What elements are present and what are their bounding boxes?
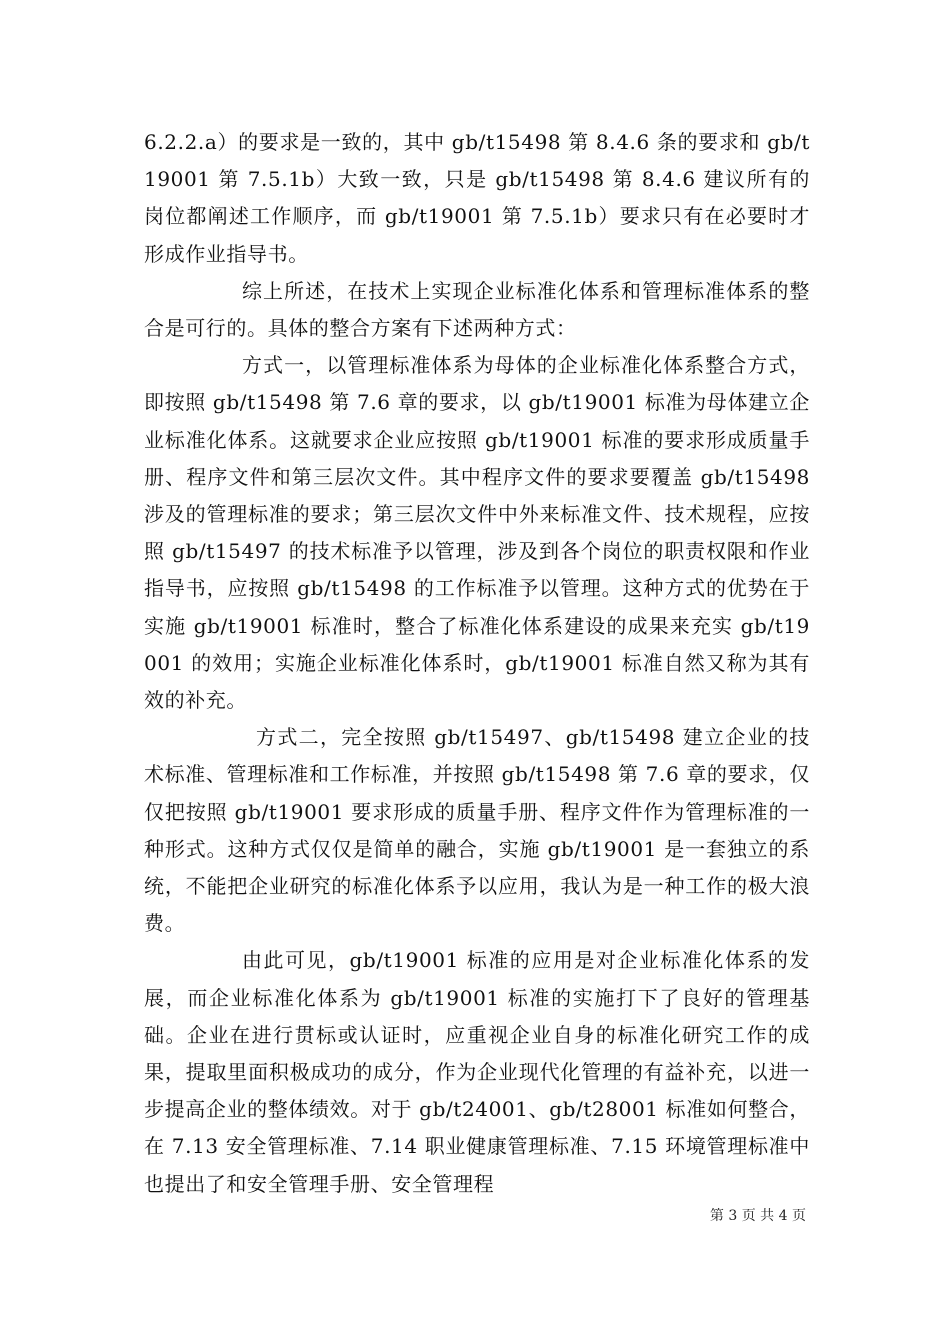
document-body [144, 124, 810, 1203]
paragraph-summary: 综上所述，在技术上实现企业标准化体系和管理标准体系的整合是可行的。具体的整合方案有下述两种方式： [144, 278, 810, 341]
paragraph-conclusion: 由此可见，gb/t19001 标准的应用是对企业标准化体系的发展，而企业标准化体系为 gb/t19001 标准的实施打下了良好的管理基础。企业在进行贯标或认证时，应重视企业自身的标准化研究工作的成果，提取里面积极成功的成分，作为企业现代化管理的有益补充，以进一步提高企业的整体绩效。对于 gb/t24001、gb/t28001 标准如何整合，在 7.13 安全管理标准、7.14 职业健康管理标准、7.15 环境管理标准中也提出了和安全管理手册、安全管理程 [144, 948, 810, 1196]
paragraph-method-one: 方式一，以管理标准体系为母体的企业标准化体系整合方式，即按照 gb/t15498 第 7.6 章的要求，以 gb/t19001 标准为母体建立企业标准化体系。这就要求企业应按照 gb/t19001 标准的要求形成质量手册、程序文件和第三层次文件。其中程序文件的要求要覆盖 gb/t15498 涉及的管理标准的要求；第三层次文件中外来标准文件、技术规程，应按照 gb/t15497 的技术标准予以管理，涉及到各个岗位的职责权限和作业指导书，应按照 gb/t15498 的工作标准予以管理。这种方式的优势在于实施 gb/t19001 标准时，整合了标准化体系建设的成果来充实 gb/t19001 的效用；实施企业标准化体系时，gb/t19001 标准自然又称为其有效的补充。 [144, 353, 810, 713]
paragraph-method-two: 方式二，完全按照 gb/t15497、gb/t15498 建立企业的技术标准、管理标准和工作标准，并按照 gb/t15498 第 7.6 章的要求，仅仅把按照 gb/t19001 要求形成的质量手册、程序文件作为管理标准的一种形式。这种方式仅仅是简单的融合，实施 gb/t19001 是一套独立的系统，不能把企业研究的标准化体系予以应用，我认为是一种工作的极大浪费。 [144, 725, 810, 936]
page-number: 第 3 页 共 4 页 [709, 1208, 806, 1224]
paragraph-continuation: 6.2.2.a）的要求是一致的，其中 gb/t15498 第 8.4.6 条的要求和 gb/t19001 第 7.5.1b）大致一致，只是 gb/t15498 第 8.4.6 建议所有的岗位都阐述工作顺序，而 gb/t19001 第 7.5.1b）要求只有在必要时才形成作业指导书。 [144, 130, 810, 266]
